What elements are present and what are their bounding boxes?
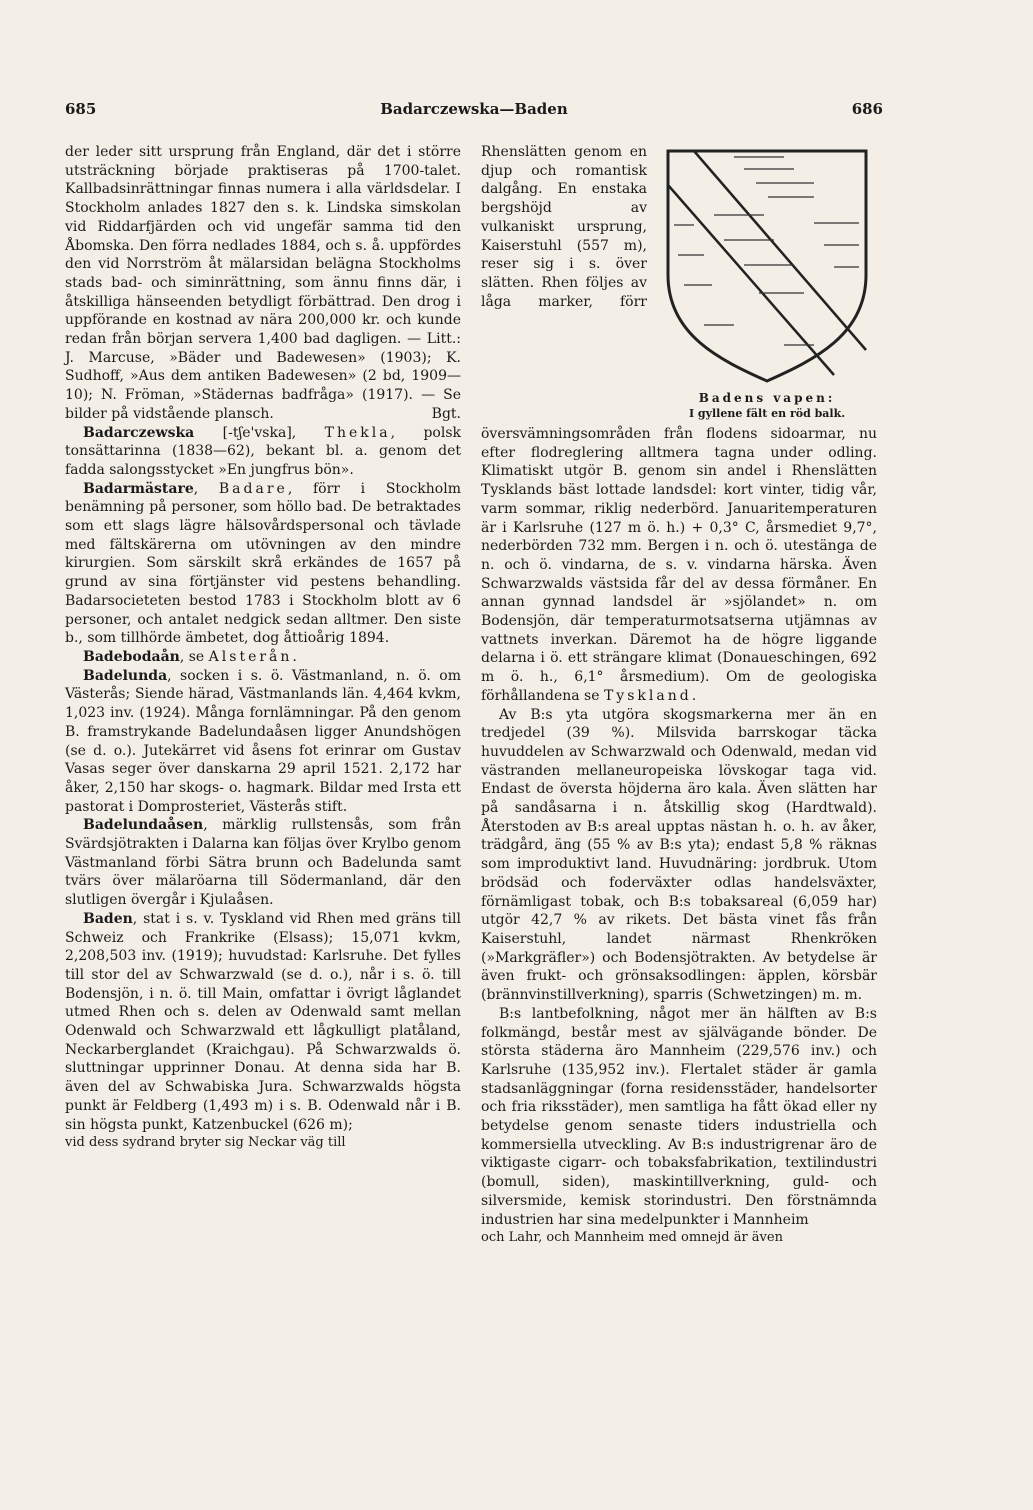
last-line-small: och Lahr, och Mannheim med omnejd är även <box>481 1230 783 1246</box>
page-number-left: 685 <box>65 100 97 118</box>
shield-icon <box>664 145 870 385</box>
left-column <box>65 143 461 1152</box>
paragraph-text: der leder sitt ursprung från England, där det i större utsträckning började praktiseras på 1700-talet. Kallbadsinrättningar finnas numera i alla världsdelar. I Stockholm anlades 1827 den s. k. Lindska simskolan vid Riddarfjärden och vid ungefär samma tid den Åbomska. Den förra nedlades 1884, och s. å. uppfördes den vid Norrström åt mälarsidan belägna Stockholms stads bad- och siminrättning, som ännu finns där, i åtskilliga hänseenden betydligt förbättrad. Den drog i uppförande en kostnad av nära 200,000 kr. och kunde redan från början servera 1,400 bad dagligen. — Litt.: J. Marcuse, »Bäder und Badewesen» (1903); K. Sudhoff, »Aus dem antiken Badewesen» (2 bd, 1909—10); N. Fröman, »Städernas badfråga» (1917). — Se bilder på vidstående plansch. <box>65 144 461 422</box>
entry-text: , polsk tonsättarinna (1838—62), bekant bl. a. genom det fadda salongsstycket »En jungfrus bön». <box>65 424 461 478</box>
pronunciation: [-tʃe'vska], <box>194 424 325 441</box>
entry-badarczewska <box>65 424 461 480</box>
entry-baden <box>65 910 461 1134</box>
entry-text: , stat i s. v. Tyskland vid Rhen med gräns till Schweiz och Frankrike (Elsass); 15,071 kvkm, 2,208,503 inv. (1919); huvudstad: Karlsruhe. Det fylles till stor del av Schwarzwald (se d. o.), når i s. ö. till Bodensjön, i n. ö. till Main, omfattar i övrigt låglandet utmed Rhen och s. delen av Odenwald samt mellan Odenwald och Schwarzwald ett lågkulligt platåland, Neckarberglandet (Kraichgau). På Schwarzwalds ö. sluttningar upprinner Donau. At denna sida har B. även del av Schwabiska Jura. Schwarzwalds högsta punkt är Feldberg (1,493 m) i s. B. Odenwald når i B. sin högsta punkt, Katzenbuckel (626 m); <box>65 910 461 1133</box>
cross-reference: Tyskland <box>603 687 692 704</box>
paragraph-population: B:s lantbefolkning, något mer än hälften av B:s folkmängd, består mest av självägande bönder. De största städerna äro Mannheim (229,576 inv.) och Karlsruhe (135,952 inv.). Flertalet städer är gamla stadsanläggningar (forna residensstäder, handelsorter och fria riksstäder), men samtliga ha fått ökad eller ny betydelse genom senaste tiders industriella och kommersiella utveckling. Av B:s industrigrenar äro de viktigaste cigarr- och tobaksfabrikation, textilindustri (bomull, siden), maskintillverkning, guld- och silversmide, kemisk storindustri. Den förstnämnda industrien har sina medelpunkter i Mannheim <box>481 1005 877 1228</box>
last-line-small: vid dess sydrand bryter sig Neckar väg till <box>65 1135 346 1151</box>
figure-caption-text: I gyllene fält en röd balk. <box>688 407 846 420</box>
page-number-right: 686 <box>851 100 883 118</box>
running-title: Badarczewska—Baden <box>380 100 568 118</box>
right-column <box>481 143 877 1247</box>
entry-headword: Badelundaåsen <box>83 817 204 834</box>
figure-caption-title: Badens vapen: <box>698 391 836 405</box>
spaced-name: Thekla <box>324 424 391 441</box>
entry-headword: Baden <box>83 910 133 927</box>
entry-headword: Badelunda <box>83 667 168 684</box>
entry-text: . <box>292 648 297 665</box>
paragraph-text: . <box>691 687 697 704</box>
page-header <box>65 100 883 122</box>
cross-reference: Alsterån <box>208 648 293 665</box>
entry-badelunda <box>65 667 461 817</box>
entry-headword: Badarczewska <box>83 424 195 441</box>
entry-text: , se <box>179 648 209 665</box>
entry-headword: Badebodaån <box>83 648 180 665</box>
coat-of-arms-figure <box>657 145 877 421</box>
entry-badebodaan <box>65 648 461 667</box>
paragraph-land-use: Av B:s yta utgöra skogsmarkerna mer än en tredjedel (39 %). Milsvida barrskogar täcka huvuddelen av Schwarzwald och Odenwald, medan vid västranden mellaneuropeiska lövskogar taga vid. Endast de översta höjderna äro kala. Även slätten har på sandåsarna i n. åtskillig skog (Hardtwald). Återstoden av B:s areal upptas nästan h. o. h. av åker, trädgård, äng (55 % av B:s yta); endast 5,8 % räknas som improduktivt land. Huvudnäring: jordbruk. Utom brödsäd och foderväxter odlas handelsväxter, förnämligast tobak, och B:s tobaksareal (6,059 har) utgör 42,7 % av rikets. Det bästa vinet fås från Kaiserstuhl, landet närmast Rhenkröken (»Markgräfler») och Bodensjötrakten. Av betydelse är även frukt- och grönsaksodlingen: äpplen, körsbär (brännvinstillverkning), sparris (Schwetzingen) m. m. <box>481 706 877 1004</box>
author-signature: Bgt. <box>431 405 461 422</box>
entry-headword: Badarmästare <box>83 480 194 497</box>
entry-text: , märklig rullstensås, som från Svärdsjötrakten i Dalarna kan följas över Krylbo genom Västmanland förbi Sätra brunn och Badelunda samt tvärs över mälaröarna till Södermanland, där den slutligen övergår i Kjulaåsen. <box>65 817 461 909</box>
spaced-term: Badare <box>218 480 288 497</box>
entry-text: , förr i Stockholm benämning på personer, som höllo bad. De betraktades som ett slags lägre hälsovårdspersonal och tävlade med fältskärerna om utövningen av den mindre kirurgien. Som särskilt skrå erkändes de 1657 på grund av sina förtjänster vid pestens behandling. Badarsocieteten bestod 1783 i Stockholm blott av 6 personer, och antalet nedgick sedan alltmer. Den siste b., som tillhörde ämbetet, dog åttioårig 1894. <box>65 480 461 647</box>
paragraph-bad-continued <box>65 143 461 424</box>
entry-text: , socken i s. ö. Västmanland, n. ö. om Västerås; Siende härad, Västmanlands län. 4,464 kvkm, 1,023 inv. (1924). Många fornlämningar. På den genom B. framstrykande Badelundaåsen ligger Anundshögen (se d. o.). Jutekärret vid åsens fot erinrar om Gustav Vasas seger över danskarna 29 april 1521. 2,172 har åker, 2,150 har skogs- o. hagmark. Bildar med Irsta ett pastorat i Domprosteriet, Västerås stift. <box>65 667 461 815</box>
entry-badarmastare: Badarmästare, Badare, förr i Stockholm benämning på personer, som höllo bad. De betraktades som ett slags lägre hälsovårdspersonal och tävlade med fältskärerna om utövningen av den mindre kirurgien. Som särskilt skrå erkändes de 1657 på grund av sina förtjänster vid pestens behandling. Badarsocieteten bestod 1783 i Stockholm blott av 6 personer, och antalet nedgick sedan alltmer. Den siste b., som tillhörde ämbetet, dog åttioårig 1894. <box>65 480 461 647</box>
paragraph-climate <box>481 143 877 706</box>
paragraph-text: Rhenslätten genom en djup och romantisk dalgång. En enstaka bergshöjd av vulkaniskt ursprung, Kaiserstuhl (557 m), reser sig i s. över slätten. Rhen följes av låga marker, förr översvämningsområden från flodens sidoarmar, nu efter flodreglering alltmera tagna under odling. Klimatiskt utgör B. genom sin andel i Rhenslätten Tysklands bäst lottade landsdel: kort vinter, tidig vår, varm sommar, riklig nederbörd. Januaritemperaturen är i Karlsruhe (127 m ö. h.) + 0,3° C, årsmediet 9,7°, nederbörden 732 mm. Bergen i n. och ö. utestänga de n. och ö. vindarna, de s. v. vindarna härska. Även Schwarzwalds västsida får del av dessa förmåner. En annan gynnad landsdel är »sjölandet» n. om Bodensjön, där temperaturmotsatserna utjämnas av vattnets inverkan. Däremot ha de högre liggande delarna i ö. ett strängare klimat (Donaueschingen, 692 m ö. h., 6,1° årsmedium). Om de geologiska förhållandena se <box>481 144 877 704</box>
entry-badelundaasen <box>65 816 461 910</box>
